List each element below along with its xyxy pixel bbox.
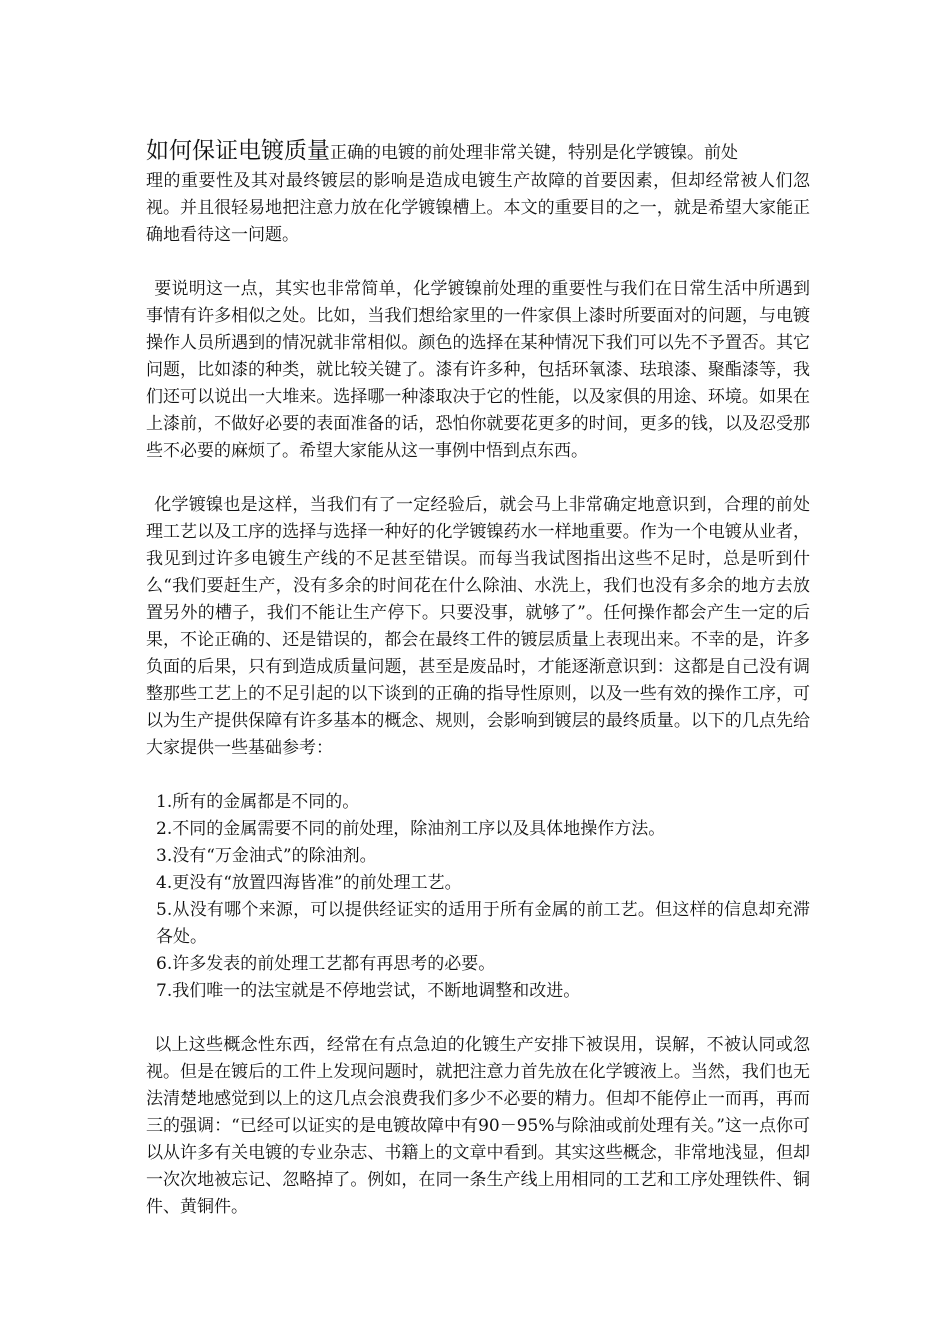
- paragraph-4-text: 以上这些概念性东西，经常在有点急迫的化镀生产安排下被误用，误解，不被认同或忽视。但是在镀后的工件上发现问题时，就把注意力首先放在化学镀液上。当然，我们也无法清楚地感觉到以上的这几点会浪费我们多少不必要的精力。但却不能停止一而再，再而三的强调：“已经可以证实的是电镀故障中有90－95%与除油或前处理有关。”这一点你可以从许多有关电镀的专业杂志、书籍上的文章中看到。其实这些概念，非常地浅显，但却一次次地被忘记、忽略掉了。例如，在同一条生产线上用相同的工艺和工序处理铁件、铜件、黄铜件。: [146, 1035, 810, 1217]
- intro-rest: 理的重要性及其对最终镀层的影响是造成电镀生产故障的首要因素，但却经常被人们忽视。并且很轻易地把注意力放在化学镀镍槽上。本文的重要目的之一，就是希望大家能正确地看待这一问题。: [146, 171, 810, 245]
- list-item: 3.没有“万金油式”的除油剂。: [156, 846, 377, 866]
- document-title: 如何保证电镀质量: [146, 138, 330, 164]
- list-item: 5.从没有哪个来源，可以提供经证实的适用于所有金属的前工艺。但这样的信息却充滞各处。: [156, 900, 810, 947]
- principles-list: [146, 789, 810, 1005]
- list-item: 1.所有的金属都是不同的。: [156, 792, 360, 812]
- intro-paragraph: [146, 134, 810, 249]
- list-item: 7.我们唯一的法宝就是不停地尝试，不断地调整和改进。: [156, 981, 581, 1001]
- paragraph-3-text: 化学镀镍也是这样，当我们有了一定经验后，就会马上非常确定地意识到，合理的前处理工艺以及工序的选择与选择一种好的化学镀镍药水一样地重要。作为一个电镀从业者，我见到过许多电镀生产线的不足甚至错误。而每当我试图指出这些不足时，总是听到什么“我们要赶生产，没有多余的时间花在什么除油、水洗上，我们也没有多余的地方去放置另外的槽子，我们不能让生产停下。只要没事，就够了”。任何操作都会产生一定的后果，不论正确的、还是错误的，都会在最终工件的镀层质量上表现出来。不幸的是，许多负面的后果，只有到造成质量问题，甚至是废品时，才能逐渐意识到：这都是自己没有调整那些工艺上的不足引起的以下谈到的正确的指导性原则，以及一些有效的操作工序，可以为生产提供保障有许多基本的概念、规则，会影响到镀层的最终质量。以下的几点先给大家提供一些基础参考：: [146, 495, 810, 758]
- title-line: [146, 134, 810, 168]
- paragraph-2: [146, 276, 810, 465]
- list-item: 6.许多发表的前处理工艺都有再思考的必要。: [156, 954, 496, 974]
- document-page: [146, 134, 810, 1248]
- list-item: 4.更没有“放置四海皆准”的前处理工艺。: [156, 873, 462, 893]
- paragraph-2-text: 要说明这一点，其实也非常简单，化学镀镍前处理的重要性与我们在日常生活中所遇到事情有许多相似之处。比如，当我们想给家里的一件家俱上漆时所要面对的问题，与电镀操作人员所遇到的情况就非常相似。颜色的选择在某种情况下我们可以先不予置否。其它问题，比如漆的种类，就比较关键了。漆有许多种，包括环氧漆、珐琅漆、聚酯漆等，我们还可以说出一大堆来。选择哪一种漆取决于它的性能，以及家俱的用途、环境。如果在上漆前，不做好必要的表面准备的话，恐怕你就要花更多的时间，更多的钱，以及忍受那些不必要的麻烦了。希望大家能从这一事例中悟到点东西。: [146, 279, 810, 461]
- intro-lead: 正确的电镀的前处理非常关键，特别是化学镀镍。前处: [330, 143, 738, 163]
- paragraph-3: [146, 492, 810, 762]
- paragraph-4: [146, 1032, 810, 1221]
- list-item: 2.不同的金属需要不同的前处理，除油剂工序以及具体地操作方法。: [156, 819, 666, 839]
